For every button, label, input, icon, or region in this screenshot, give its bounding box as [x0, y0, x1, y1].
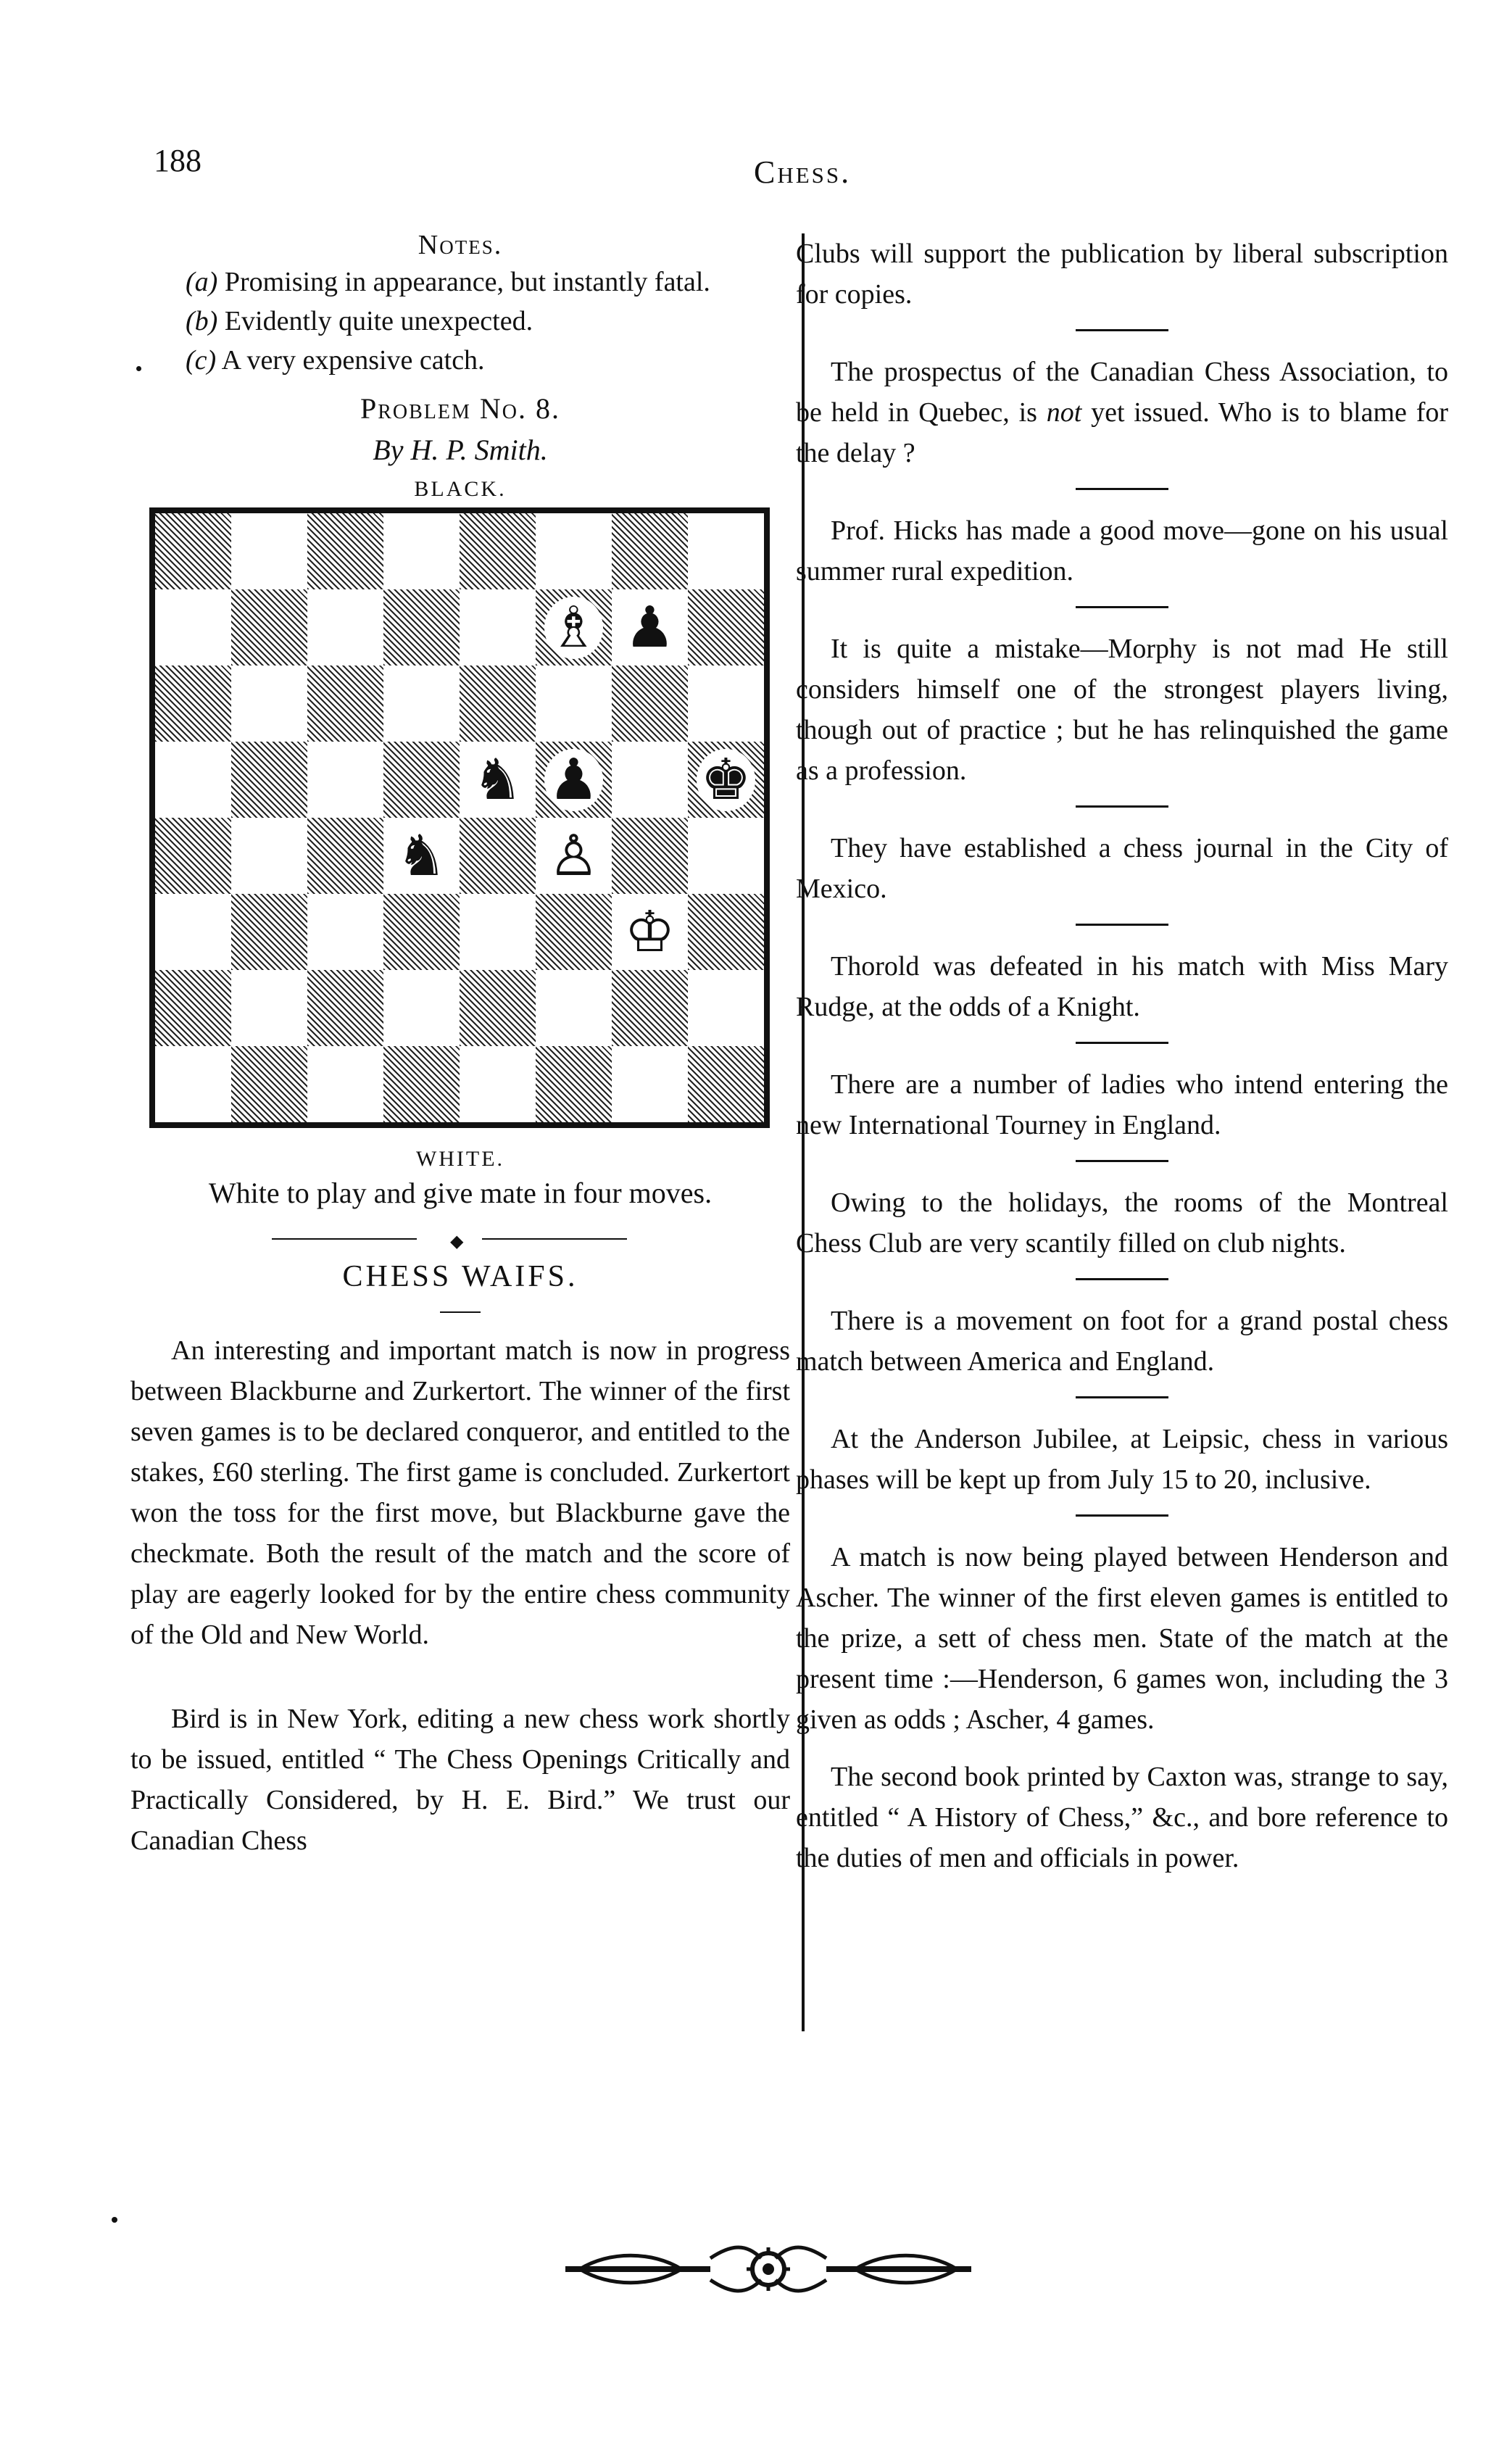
news-item: Prof. Hicks has made a good move—gone on his usual summer rural expedition.	[796, 515, 1448, 586]
board-top-label: BLACK.	[414, 477, 507, 501]
white-pawn-icon: ♙	[544, 825, 604, 887]
board-square-e3	[460, 894, 536, 970]
board-square-g3	[612, 894, 688, 970]
board-square-b8	[231, 513, 307, 589]
board-square-b3	[231, 894, 307, 970]
page-number: 188	[154, 143, 202, 178]
item-rule	[1076, 1396, 1168, 1398]
note-a	[130, 264, 790, 300]
board-square-e1	[460, 1046, 536, 1122]
board-square-a4	[155, 818, 231, 894]
white-king-icon: ♔	[620, 901, 680, 963]
ornamental-divider	[272, 1232, 649, 1251]
item-rule	[1076, 488, 1168, 490]
board-square-h6	[688, 666, 764, 742]
board-square-g6	[612, 666, 688, 742]
board-square-f2	[536, 970, 612, 1046]
waif-paragraph: An interesting and important match is now in progress between Blackburne and Zurkertort. The winner of the first seven games is to be declared conqueror, and entitled to the stakes, £60 sterling. The first game is concluded. Zurkertort won the toss for the first move, but Blackburne gave the checkmate. Both the result of the match and the score of play are eagerly looked for by the entire chess community of the Old and New World.	[130, 1335, 790, 1650]
board-square-a8	[155, 513, 231, 589]
board-square-h5	[688, 742, 764, 818]
emphasis-not: not	[1046, 397, 1082, 428]
board-square-d8	[383, 513, 460, 589]
note-tag: (a)	[186, 267, 218, 297]
news-item: They have established a chess journal in the City of Mexico.	[796, 833, 1448, 904]
board-square-a1	[155, 1046, 231, 1122]
item-rule	[1076, 329, 1168, 331]
board-square-g8	[612, 513, 688, 589]
news-item: It is quite a mistake—Morphy is not mad He still considers himself one of the strongest players living, though out of practice ; but he has relinquished the game as a profession.	[796, 634, 1448, 786]
news-item: At the Anderson Jubilee, at Leipsic, chess in various phases will be kept up from July 15 to 20, inclusive.	[796, 1424, 1448, 1495]
white-bishop-icon: ♗	[544, 597, 604, 659]
board-square-e7	[460, 589, 536, 666]
board-square-e5	[460, 742, 536, 818]
tailpiece-ornament-icon	[565, 2236, 971, 2302]
chess-diagram	[149, 507, 773, 1131]
board-square-b4	[231, 818, 307, 894]
board-square-g5	[612, 742, 688, 818]
news-item: Clubs will support the publication by liberal subscription for copies.	[796, 239, 1448, 310]
section-title: CHESS WAIFS.	[342, 1260, 578, 1293]
item-rule	[1076, 924, 1168, 926]
board-square-f7	[536, 589, 612, 666]
board-square-h4	[688, 818, 764, 894]
item-rule	[1076, 1514, 1168, 1517]
board-square-c3	[307, 894, 383, 970]
board-square-e4	[460, 818, 536, 894]
board-square-b6	[231, 666, 307, 742]
item-rule	[1076, 1160, 1168, 1162]
running-head: Chess.	[754, 154, 852, 190]
problem-title: Problem No. 8.	[360, 392, 561, 425]
divider-ornament-icon: ◆	[450, 1232, 464, 1251]
news-item: Owing to the holidays, the rooms of the Montreal Chess Club are very scantily filled on club nights.	[796, 1187, 1448, 1259]
problem-stipulation: White to play and give mate in four moves.	[208, 1177, 713, 1209]
board-square-d4	[383, 818, 460, 894]
board-square-g1	[612, 1046, 688, 1122]
news-item: The second book printed by Caxton was, strange to say, entitled “ A History of Chess,” &c., and bore reference to the duties of men and officials in power.	[796, 1762, 1448, 1873]
black-pawn-icon: ♟	[620, 597, 680, 659]
board-square-e6	[460, 666, 536, 742]
board-square-d7	[383, 589, 460, 666]
board-square-a7	[155, 589, 231, 666]
board-square-h3	[688, 894, 764, 970]
board-bottom-label: WHITE.	[415, 1147, 505, 1171]
board-square-c2	[307, 970, 383, 1046]
news-item: A match is now being played between Henderson and Ascher. The winner of the first eleven games is entitled to the prize, a sett of chess men. State of the match at the present time :—Henderson, 6 games won, including the 3 given as odds ; Ascher, 4 games.	[796, 1542, 1448, 1735]
board-square-c1	[307, 1046, 383, 1122]
board-square-c5	[307, 742, 383, 818]
board-square-c6	[307, 666, 383, 742]
left-column	[130, 217, 790, 1861]
board-square-h7	[688, 589, 764, 666]
board-square-h1	[688, 1046, 764, 1122]
board-square-a6	[155, 666, 231, 742]
board-square-g7	[612, 589, 688, 666]
black-pawn-icon: ♟	[544, 749, 604, 811]
board-square-g4	[612, 818, 688, 894]
board-square-c7	[307, 589, 383, 666]
board-square-a2	[155, 970, 231, 1046]
board-square-c8	[307, 513, 383, 589]
board-square-e8	[460, 513, 536, 589]
board-square-f6	[536, 666, 612, 742]
notes-heading: Notes.	[418, 230, 503, 260]
board-square-f5	[536, 742, 612, 818]
problem-author: By H. P. Smith.	[373, 434, 548, 466]
board-square-b2	[231, 970, 307, 1046]
board-square-f4	[536, 818, 612, 894]
board-square-e2	[460, 970, 536, 1046]
item-rule	[1076, 1278, 1168, 1280]
note-b	[130, 303, 790, 339]
black-knight-icon: ♞	[392, 825, 452, 887]
board-square-b7	[231, 589, 307, 666]
note-text: Promising in appearance, but instantly fatal.	[224, 267, 710, 297]
board-square-h2	[688, 970, 764, 1046]
right-column	[796, 233, 1448, 1878]
note-tag: (b)	[186, 306, 218, 336]
board-square-f8	[536, 513, 612, 589]
margin-mark	[112, 2217, 117, 2223]
board-square-a3	[155, 894, 231, 970]
news-item: Thorold was defeated in his match with Miss Mary Rudge, at the odds of a Knight.	[796, 951, 1448, 1022]
board-square-d6	[383, 666, 460, 742]
board-square-c4	[307, 818, 383, 894]
note-text: Evidently quite unexpected.	[224, 306, 533, 336]
item-rule	[1076, 1042, 1168, 1044]
board-square-b1	[231, 1046, 307, 1122]
board-square-d3	[383, 894, 460, 970]
item-rule	[1076, 606, 1168, 608]
note-c	[130, 342, 790, 378]
news-item: There are a number of ladies who intend entering the new International Tourney in England.	[796, 1069, 1448, 1140]
board-square-d2	[383, 970, 460, 1046]
section-rule	[440, 1311, 481, 1313]
black-king-icon: ♚	[697, 749, 756, 811]
waif-paragraph: Bird is in New York, editing a new chess work shortly to be issued, entitled “ The Chess Openings Critically and Practically Considered, by H. E. Bird.” We trust our Canadian Chess	[130, 1704, 790, 1856]
board-square-d1	[383, 1046, 460, 1122]
note-text: A very expensive catch.	[221, 345, 485, 376]
board-square-h8	[688, 513, 764, 589]
board-square-f1	[536, 1046, 612, 1122]
board-square-f3	[536, 894, 612, 970]
board-square-b5	[231, 742, 307, 818]
board-square-g2	[612, 970, 688, 1046]
chess-board	[149, 507, 770, 1128]
board-square-a5	[155, 742, 231, 818]
note-tag: (c)	[186, 345, 217, 376]
item-rule	[1076, 805, 1168, 808]
black-knight-icon: ♞	[468, 749, 528, 811]
news-item: The prospectus of the Canadian Chess Association, to be held in Quebec, is not yet issued. Who is to blame for the delay ?	[796, 357, 1449, 468]
board-square-d5	[383, 742, 460, 818]
news-item: There is a movement on foot for a grand postal chess match between America and England.	[796, 1306, 1448, 1377]
